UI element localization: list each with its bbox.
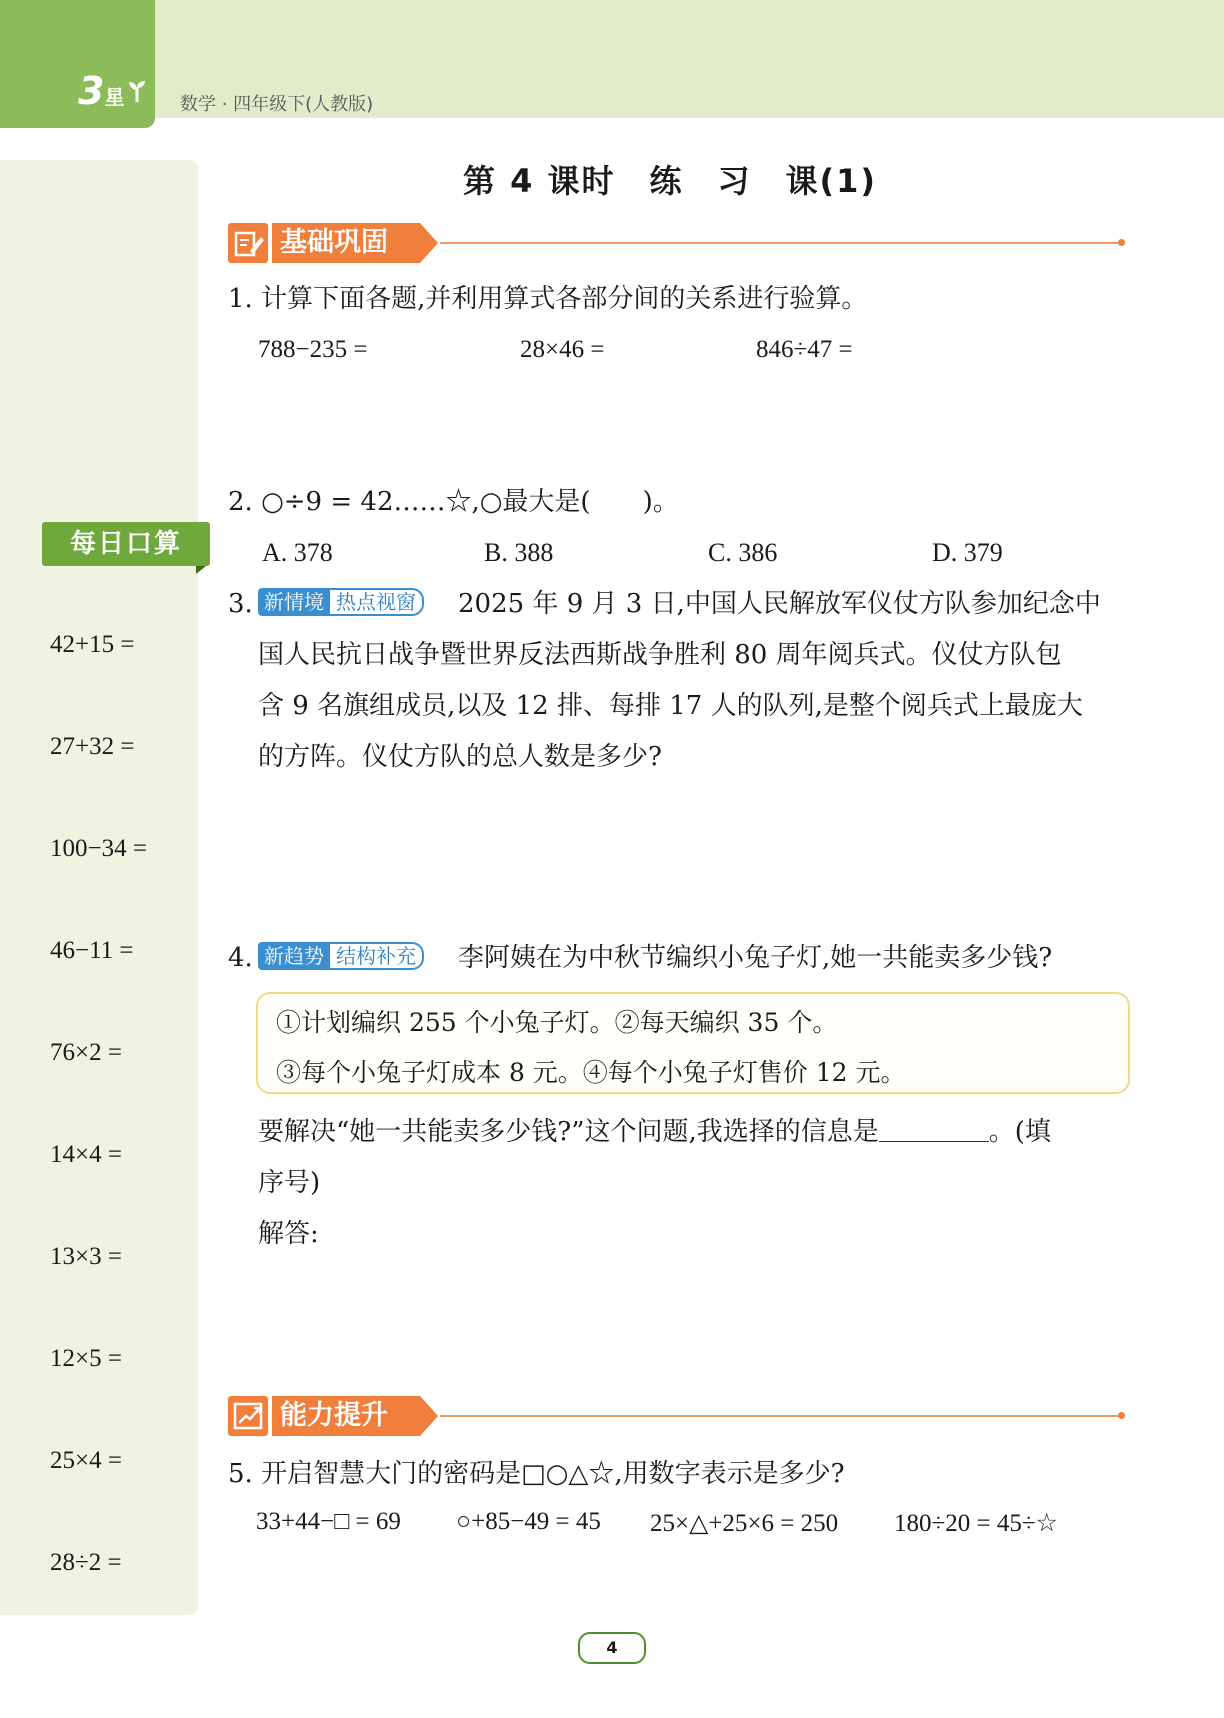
q3-line: 2025 年 9 月 3 日,中国人民解放军仪仗方队参加纪念中 — [458, 589, 1101, 619]
lesson-title: 第 4 课时 练 习 课(1) — [462, 162, 878, 200]
q3-number: 3. — [228, 589, 253, 619]
q5-eq: 33+44−□ = 69 — [256, 1508, 401, 1535]
oral-item: 28÷2 = — [50, 1549, 122, 1576]
q4-prompt-end: 。(填 — [988, 1117, 1051, 1147]
oral-item: 13×3 = — [50, 1243, 122, 1270]
oral-item: 46−11 = — [50, 937, 134, 964]
q2-option: B. 388 — [484, 538, 554, 567]
oral-sidebar — [0, 160, 198, 1615]
section-rule-dot — [1118, 239, 1125, 246]
q5-text: 5. 开启智慧大门的密码是□○△☆,用数字表示是多少? — [228, 1459, 845, 1489]
q3-line: 含 9 名旗组成员,以及 12 排、每排 17 人的队列,是整个阅兵式上最庞大 — [258, 691, 1083, 721]
q5-eq: ○+85−49 = 45 — [456, 1508, 601, 1535]
q1-eq: 28×46 = — [520, 336, 605, 363]
chart-up-icon — [228, 1396, 268, 1436]
q5-eq: 180÷20 = 45÷☆ — [894, 1510, 1058, 1537]
oral-item: 25×4 = — [50, 1447, 122, 1474]
tag-hot-topic: 热点视窗 — [330, 588, 424, 616]
q4-number: 4. — [228, 943, 253, 973]
section-basic-label: 基础巩固 — [272, 223, 420, 263]
level-char: 星 — [104, 85, 125, 109]
page-number: 4 — [578, 1632, 646, 1664]
badge-fold — [196, 566, 206, 574]
answer-blank[interactable] — [879, 1115, 989, 1142]
oral-item: 76×2 = — [50, 1039, 122, 1066]
oral-item: 27+32 = — [50, 733, 135, 760]
pencil-note-icon — [228, 223, 268, 263]
q4-prompt — [258, 1115, 1051, 1149]
q2-option: C. 386 — [708, 538, 778, 567]
section-arrow — [420, 1396, 438, 1436]
section-rule — [440, 242, 1122, 244]
info-line: ①计划编织 255 个小兔子灯。②每天编织 35 个。 — [276, 1008, 838, 1037]
q3-line: 的方阵。仪仗方队的总人数是多少? — [258, 742, 662, 772]
q1-eq: 846÷47 = — [756, 336, 853, 363]
oral-item: 100−34 = — [50, 835, 147, 862]
tag-new-context: 新情境 — [258, 588, 330, 616]
oral-item: 12×5 = — [50, 1345, 122, 1372]
q4-text: 李阿姨在为中秋节编织小兔子灯,她一共能卖多少钱? — [458, 943, 1053, 973]
tag-new-trend: 新趋势 — [258, 942, 330, 970]
info-line: ③每个小兔子灯成本 8 元。④每个小兔子灯售价 12 元。 — [276, 1058, 906, 1087]
q2-option: A. 378 — [262, 538, 333, 567]
oral-item: 14×4 = — [50, 1141, 122, 1168]
q4-tag — [258, 942, 424, 970]
q4-answer-label: 解答: — [258, 1219, 319, 1249]
q4-prompt-text: 要解决“她一共能卖多少钱?”这个问题,我选择的信息是 — [258, 1117, 879, 1147]
section-ability-label: 能力提升 — [272, 1396, 420, 1436]
q2-option: D. 379 — [932, 538, 1003, 567]
q3-tag — [258, 588, 424, 616]
q3-line: 国人民抗日战争暨世界反法西斯战争胜利 80 周年阅兵式。仪仗方队包 — [258, 640, 1062, 670]
tag-structure: 结构补充 — [330, 942, 424, 970]
oral-title: 每日口算 — [69, 529, 182, 559]
oral-item: 42+15 = — [50, 631, 135, 658]
q4-prompt-cont: 序号) — [258, 1168, 321, 1198]
level-badge — [78, 69, 125, 113]
level-number: 3 — [78, 69, 105, 113]
q5-eq: 25×△+25×6 = 250 — [650, 1510, 839, 1537]
q1-eq: 788−235 = — [258, 336, 368, 363]
section-rule-dot — [1118, 1412, 1125, 1419]
sprout-icon — [128, 80, 146, 104]
q1-text: 1. 计算下面各题,并利用算式各部分间的关系进行验算。 — [228, 284, 868, 314]
section-rule — [440, 1415, 1122, 1417]
subject-label: 数学 · 四年级下(人教版) — [180, 94, 374, 115]
q2-text: 2. ○÷9 = 42……☆,○最大是( )。 — [228, 487, 679, 517]
section-arrow — [420, 223, 438, 263]
